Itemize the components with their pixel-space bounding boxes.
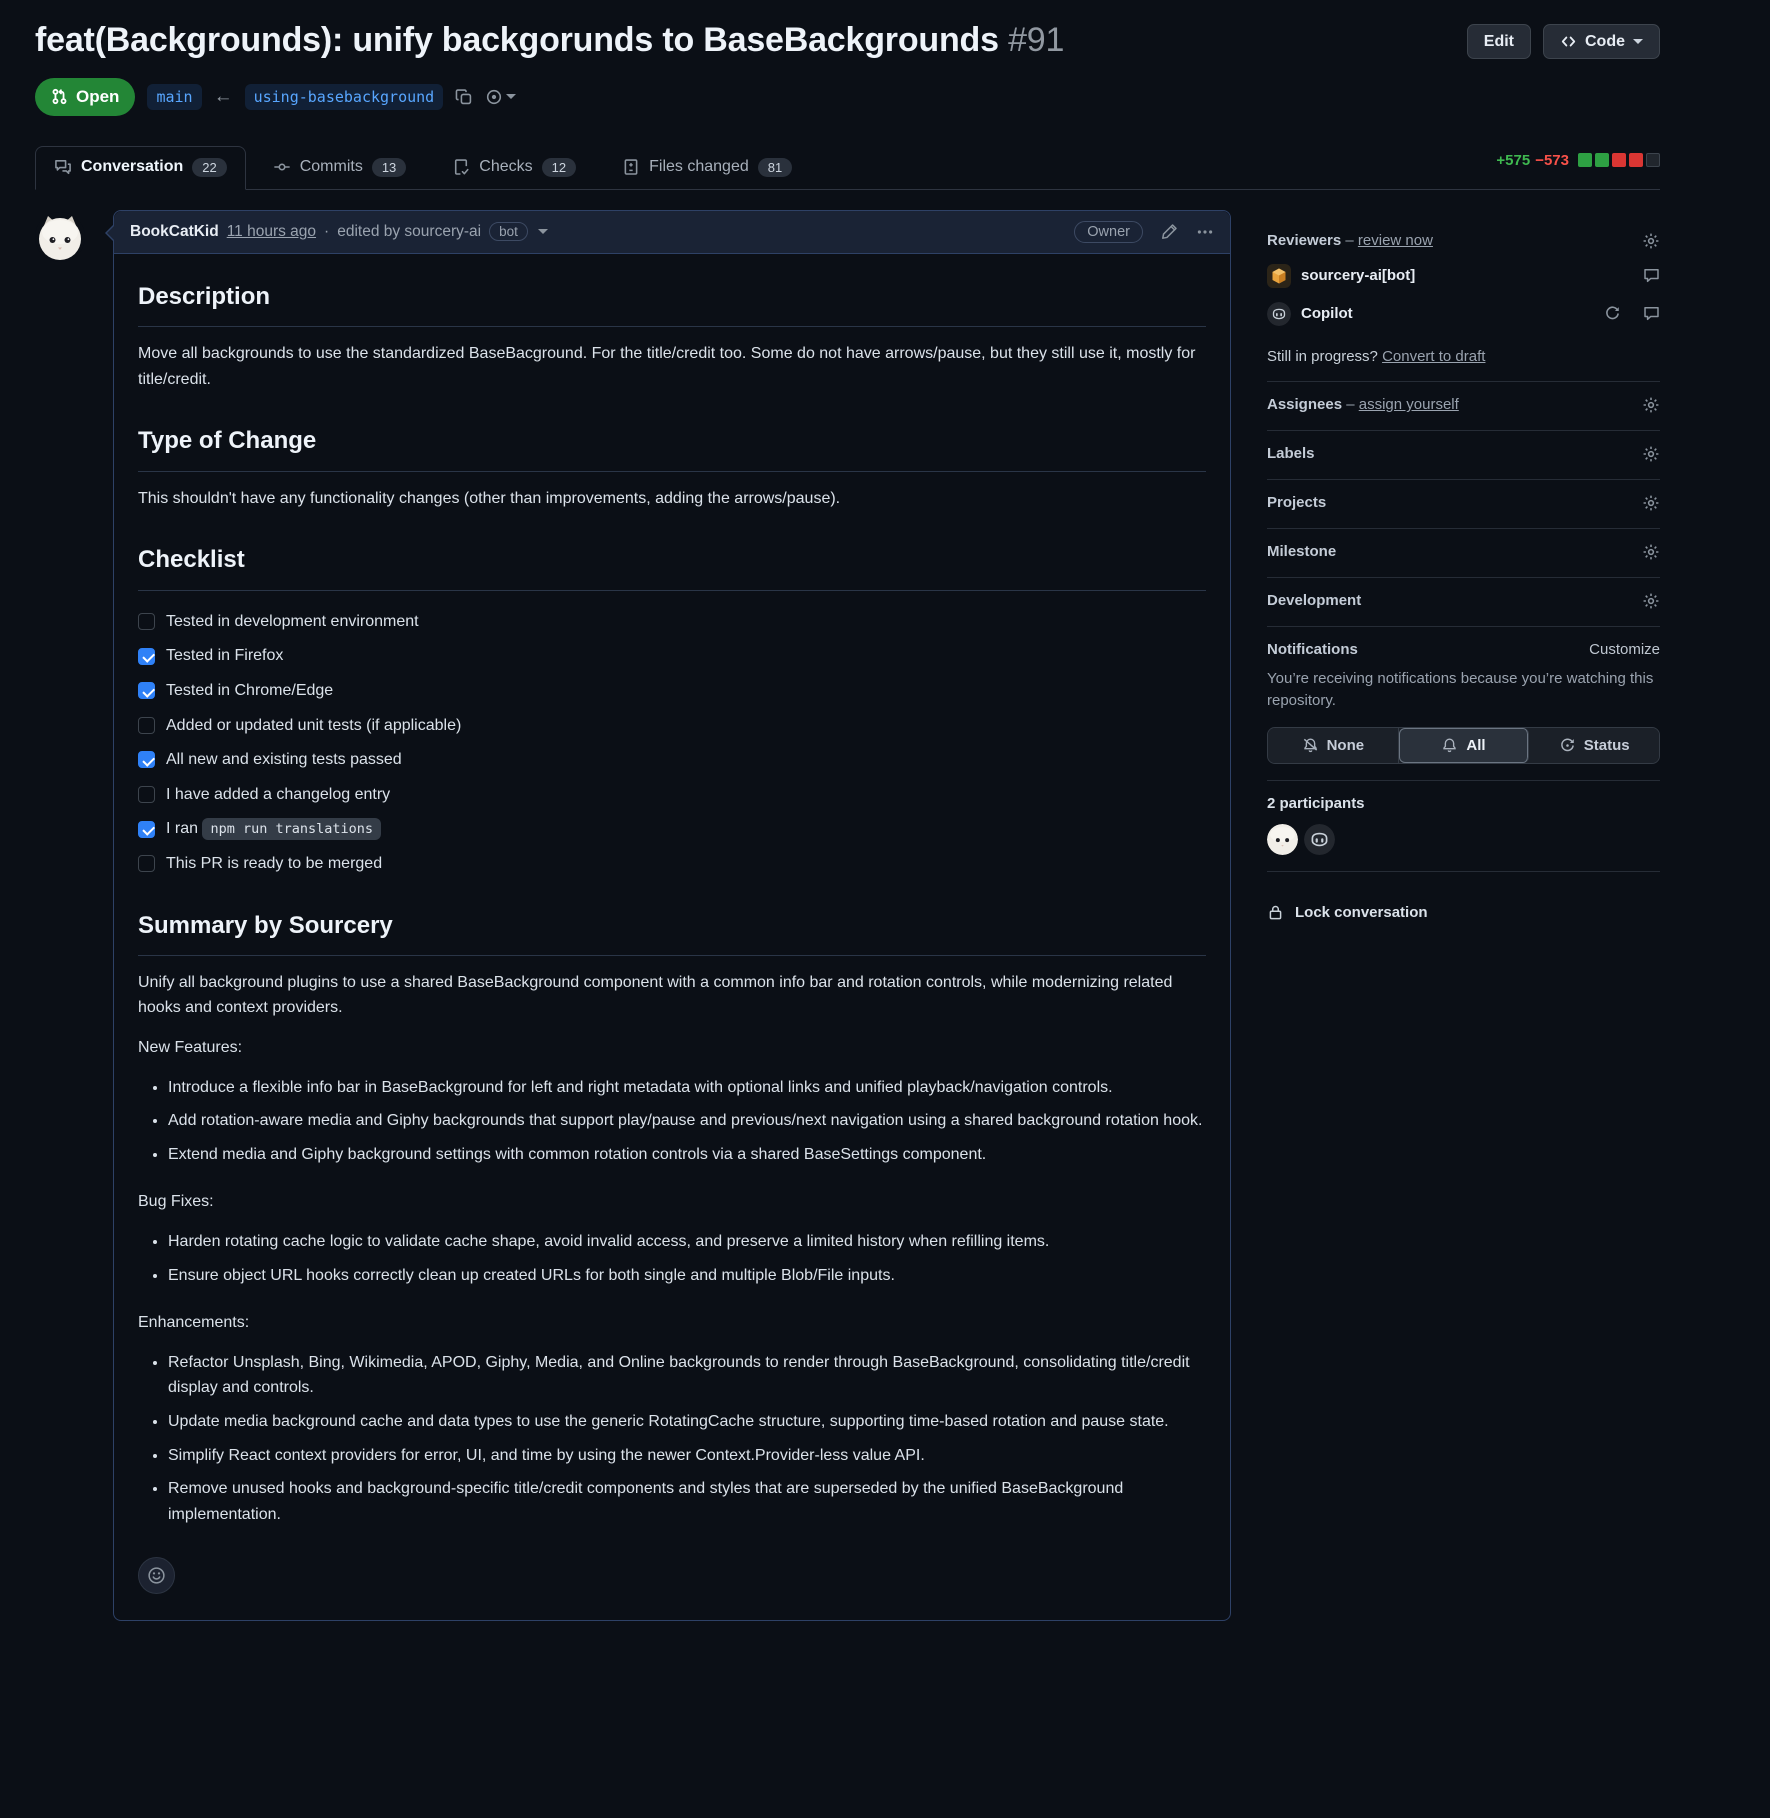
comment-timestamp[interactable]: 11 hours ago (226, 222, 317, 240)
review-now-link[interactable]: review now (1357, 232, 1433, 250)
bug-fixes-list (138, 1229, 1206, 1288)
section-heading-checklist: Checklist (138, 541, 1206, 590)
list-item: • Update media background cache and data types to use the generic RotatingCache structure, supporting time-based rotation and pause state. (168, 1409, 1206, 1435)
list-item: • Remove unused hooks and background-specific title/credit components and styles that are superseded by the unified BaseBackground implementation. (168, 1476, 1206, 1527)
tab-counter: 13 (372, 158, 406, 177)
task-label: I have added a changelog entry (166, 785, 391, 803)
task-label: Tested in Firefox (166, 647, 284, 665)
reviewer-row (1267, 302, 1660, 326)
pr-sidebar (1267, 210, 1660, 937)
tab-counter: 22 (192, 158, 226, 177)
lock-label: Lock conversation (1295, 903, 1428, 921)
reviewers-title: Reviewers (1267, 232, 1342, 250)
gear-icon[interactable] (1642, 232, 1660, 250)
task-item (138, 609, 1206, 635)
edit-comment-button[interactable] (1161, 223, 1178, 240)
edit-history-chevron-icon[interactable] (538, 229, 548, 239)
task-label: Tested in development environment (166, 612, 419, 630)
checklist (138, 609, 1206, 877)
edited-by-label: edited by sourcery-ai (337, 222, 482, 240)
diffstat-block (1612, 153, 1626, 167)
milestone-title: Milestone (1267, 543, 1337, 561)
checkbox[interactable] (138, 648, 155, 665)
list-item: • Simplify React context providers for error, UI, and time by using the newer Context.Provider-less value API. (168, 1443, 1206, 1469)
section-heading-summary: Summary by Sourcery (138, 907, 1206, 956)
commit-icon (273, 158, 291, 176)
bot-badge: bot (489, 222, 528, 241)
watch-dropdown-button[interactable] (485, 88, 516, 106)
development-title: Development (1267, 592, 1362, 610)
pr-header (35, 20, 1660, 61)
pr-status-row (35, 78, 1660, 116)
diffstat-block (1595, 153, 1609, 167)
base-branch-label[interactable]: main (147, 84, 201, 110)
notifications-description: You’re receiving notifications because you’re watching this repository. (1267, 669, 1654, 710)
copy-branch-button[interactable] (455, 88, 473, 106)
checkbox[interactable] (138, 682, 155, 699)
reviewer-name[interactable]: sourcery-ai[bot] (1301, 267, 1416, 285)
seg-label: None (1326, 736, 1365, 754)
tab-label: Commits (299, 158, 363, 176)
comment-body (114, 254, 1230, 1621)
projects-section (1267, 480, 1660, 529)
checkbox[interactable] (138, 821, 155, 838)
enhancements-label: Enhancements: (138, 1314, 250, 1332)
task-label: Added or updated unit tests (if applicable) (166, 716, 462, 734)
diffstat-block (1578, 153, 1592, 167)
dash: – (1346, 396, 1355, 414)
task-label: This PR is ready to be merged (166, 854, 383, 872)
development-section (1267, 578, 1660, 627)
list-item: • Ensure object URL hooks correctly clean up created URLs for both single and multiple Blob/File inputs. (168, 1263, 1206, 1289)
projects-title: Projects (1267, 494, 1327, 512)
inline-code: npm run translations (202, 818, 381, 840)
avatar[interactable] (1267, 824, 1298, 855)
convert-to-draft-row (1267, 348, 1660, 365)
gear-icon[interactable] (1642, 396, 1660, 414)
gear-icon[interactable] (1642, 445, 1660, 463)
comment-bubble-icon (1643, 267, 1660, 284)
status-label: Open (76, 86, 120, 106)
notifications-title: Notifications (1267, 640, 1358, 658)
gear-icon[interactable] (1642, 592, 1660, 610)
seg-label: All (1466, 736, 1486, 754)
re-request-review-icon[interactable] (1604, 305, 1621, 322)
customize-link[interactable]: Customize (1589, 640, 1660, 658)
notifications-all-button[interactable] (1399, 728, 1530, 763)
reviewer-row (1267, 264, 1660, 288)
diffstat-block (1629, 153, 1643, 167)
kebab-menu-button[interactable] (1196, 223, 1214, 241)
description-text: Move all backgrounds to use the standardized BaseBacground. For the title/credit too. Some do not have arrows/pause, but they still use it, mostly for title/credit. (138, 345, 1196, 388)
sync-icon (1559, 737, 1576, 754)
arrow-left-icon: ← (213, 85, 233, 107)
list-item: • Harden rotating cache logic to validate cache shape, avoid invalid access, and preserve a limited history when refilling items. (168, 1229, 1206, 1255)
tab-files-changed[interactable] (603, 146, 811, 190)
tab-counter: 81 (758, 158, 792, 177)
new-features-label: New Features: (138, 1039, 243, 1057)
task-item (138, 782, 1206, 808)
checkbox[interactable] (138, 717, 155, 734)
labels-title: Labels (1267, 445, 1315, 463)
gear-icon[interactable] (1642, 494, 1660, 512)
chevron-down-icon (1633, 39, 1643, 49)
file-diff-icon (622, 158, 640, 176)
page-title (35, 20, 1451, 61)
add-reaction-button[interactable] (138, 1557, 175, 1594)
timeline (35, 210, 1231, 1622)
lock-section (1267, 872, 1660, 937)
code-button-label: Code (1585, 32, 1625, 50)
checkbox[interactable] (138, 855, 155, 872)
task-item (138, 851, 1206, 877)
code-icon (1560, 33, 1577, 50)
task-item (138, 747, 1206, 773)
checklist-icon (452, 158, 470, 176)
task-item (138, 713, 1206, 739)
lock-icon (1267, 904, 1284, 921)
avatar[interactable] (1267, 302, 1291, 326)
checkbox[interactable] (138, 613, 155, 630)
tab-conversation[interactable] (35, 146, 246, 190)
list-item: • Extend media and Giphy background settings with common rotation controls via a shared BaseSettings component. (168, 1142, 1206, 1168)
avatar[interactable] (35, 212, 85, 262)
pull-request-icon (51, 88, 68, 105)
bell-slash-icon (1302, 737, 1319, 754)
tab-label: Files changed (649, 158, 749, 176)
additions-count: +575 (1496, 151, 1531, 169)
tab-checks[interactable] (433, 146, 595, 190)
lock-conversation-button[interactable] (1267, 886, 1660, 921)
notifications-section (1267, 627, 1660, 781)
tab-commits[interactable] (254, 146, 426, 190)
gear-icon[interactable] (1642, 543, 1660, 561)
pr-tabbar (35, 146, 1660, 190)
assignees-title: Assignees (1267, 396, 1343, 414)
reviewer-name[interactable]: Copilot (1301, 305, 1353, 323)
section-heading-type-of-change: Type of Change (138, 422, 1206, 471)
task-label: I ran npm run translations (166, 816, 381, 842)
code-button[interactable] (1543, 24, 1660, 59)
bell-icon (1441, 737, 1458, 754)
avatar[interactable] (1267, 264, 1291, 288)
seg-label: Status (1583, 736, 1630, 754)
task-item (138, 643, 1206, 669)
task-label: Tested in Chrome/Edge (166, 681, 334, 699)
list-item: • Add rotation-aware media and Giphy backgrounds that support play/pause and previous/next navigation using a shared background rotation hook. (168, 1108, 1206, 1134)
dot-separator: · (324, 222, 330, 240)
task-item (138, 678, 1206, 704)
comment-discussion-icon (54, 158, 72, 176)
checkbox[interactable] (138, 786, 155, 803)
new-features-list (138, 1075, 1206, 1168)
pr-description-comment (113, 210, 1231, 1622)
participants-section (1267, 781, 1660, 872)
summary-intro: Unify all background plugins to use a shared BaseBackground component with a common info bar and rotation controls, while modernizing related hooks and context providers. (138, 973, 1173, 1017)
comment-bubble-icon (1643, 305, 1660, 322)
avatar[interactable] (1304, 824, 1335, 855)
checkbox[interactable] (138, 751, 155, 768)
owner-badge: Owner (1074, 221, 1143, 243)
list-item: • Refactor Unsplash, Bing, Wikimedia, APOD, Giphy, Media, and Online backgrounds to render through BaseBackground, consolidating title/credit display and controls. (168, 1350, 1206, 1401)
assignees-section (1267, 382, 1660, 431)
type-of-change-text: This shouldn't have any functionality changes (other than improvements, adding the arrows/pause). (138, 489, 841, 507)
comment-author[interactable]: BookCatKid (130, 222, 219, 240)
comment-header (114, 211, 1230, 254)
task-item (138, 816, 1206, 842)
reviewers-section (1267, 218, 1660, 382)
milestone-section (1267, 529, 1660, 578)
tab-label: Checks (479, 158, 533, 176)
status-badge (35, 78, 135, 116)
notification-toggle-group (1267, 727, 1660, 764)
convert-to-draft-link[interactable]: Convert to draft (1382, 347, 1486, 365)
pr-number: #91 (1008, 21, 1065, 59)
task-label: All new and existing tests passed (166, 751, 402, 769)
list-item: • Introduce a flexible info bar in BaseBackground for left and right metadata with optional links and unified playback/navigation controls. (168, 1075, 1206, 1101)
enhancements-list (138, 1350, 1206, 1528)
diffstat-block (1646, 153, 1660, 167)
notifications-status-button[interactable] (1529, 728, 1659, 763)
notifications-none-button[interactable] (1268, 728, 1399, 763)
bug-fixes-label: Bug Fixes: (138, 1193, 214, 1211)
pr-title-text: feat(Backgrounds): unify backgorunds to BaseBackgrounds (35, 21, 999, 59)
tab-counter: 12 (542, 158, 576, 177)
dash: – (1345, 232, 1354, 250)
participants-label: 2 participants (1267, 794, 1365, 812)
labels-section (1267, 431, 1660, 480)
draft-hint: Still in progress? (1267, 347, 1378, 365)
deletions-count: −573 (1535, 151, 1569, 169)
edit-button[interactable]: Edit (1467, 24, 1531, 59)
diffstat (1496, 152, 1660, 169)
compare-branch-label[interactable]: using-basebackground (245, 84, 444, 110)
tab-label: Conversation (81, 158, 184, 176)
assign-yourself-link[interactable]: assign yourself (1358, 396, 1459, 414)
section-heading-description: Description (138, 278, 1206, 327)
chevron-down-icon (506, 94, 516, 104)
